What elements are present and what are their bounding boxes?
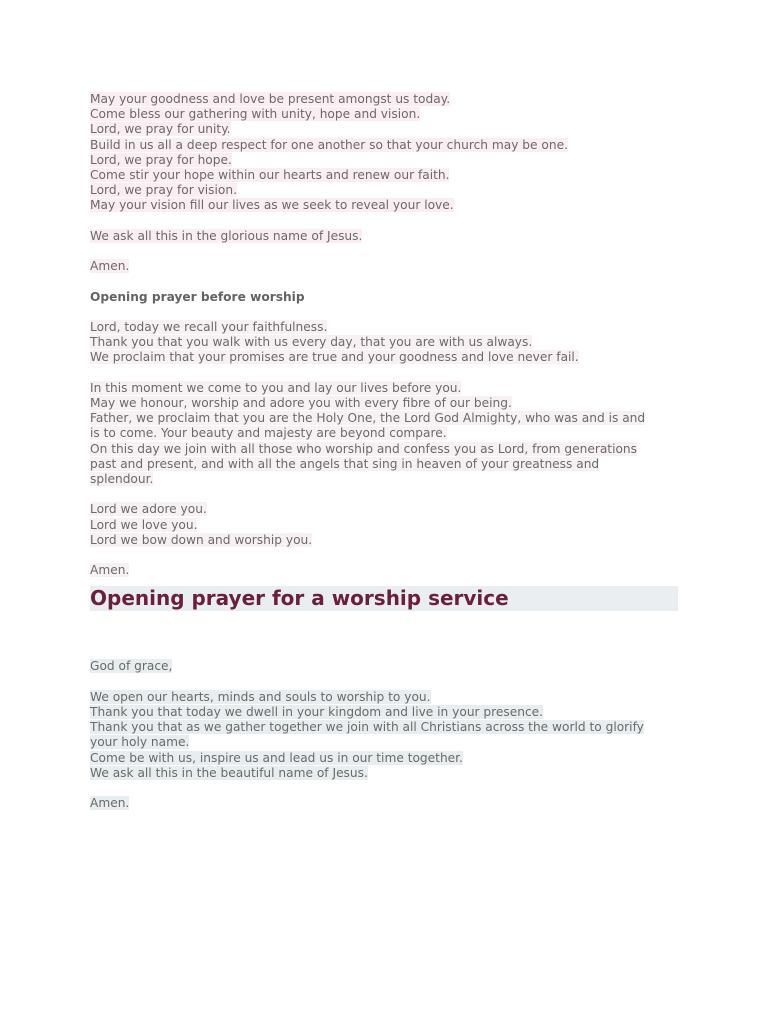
closing-line: We ask all this in the glorious name of Jesus. xyxy=(90,228,363,243)
text-line: We proclaim that your promises are true and your goodness and love never fail. xyxy=(90,350,579,365)
text-line: is to come. Your beauty and majesty are beyond compare. xyxy=(90,426,447,441)
text-line: Lord, we pray for unity. xyxy=(90,122,231,137)
text-line: We ask all this in the beautiful name of Jesus. xyxy=(90,765,368,780)
text-line: Lord we adore you. xyxy=(90,502,207,517)
text-line: Father, we proclaim that you are the Holy One, the Lord God Almighty, who was and is and xyxy=(90,411,646,426)
text-line: Thank you that you walk with us every day, that you are with us always. xyxy=(90,335,533,350)
amen-text: Amen. xyxy=(90,563,130,578)
text-line: Build in us all a deep respect for one another so that your church may be one. xyxy=(90,137,568,152)
text-line: splendour. xyxy=(90,472,154,486)
text-line: your holy name. xyxy=(90,735,190,750)
section-heading: Opening prayer for a worship service xyxy=(90,586,678,611)
text-line: May we honour, worship and adore you with every fibre of our being. xyxy=(90,395,512,410)
text-line: Thank you that today we dwell in your kingdom and live in your presence. xyxy=(90,704,544,719)
amen-text: Amen. xyxy=(90,259,130,274)
text-line: Thank you that as we gather together we join with all Christians across the world to glorify xyxy=(90,720,644,735)
text-line: Lord, we pray for hope. xyxy=(90,152,232,167)
text-line: past and present, and with all the angels that sing in heaven of your greatness and xyxy=(90,456,600,471)
worship-service-prayer xyxy=(90,659,678,811)
greeting-line: God of grace, xyxy=(90,659,173,674)
before-worship-prayer xyxy=(90,320,678,578)
text-line: Lord, today we recall your faithfulness. xyxy=(90,319,328,334)
section-title: Opening prayer before worship xyxy=(90,289,305,304)
text-line: May your goodness and love be present amongst us today. xyxy=(90,92,451,106)
amen-text: Amen. xyxy=(90,796,130,811)
text-line: On this day we join with all those who worship and confess you as Lord, from generations xyxy=(90,441,638,456)
text-line: Lord we love you. xyxy=(90,517,198,532)
text-line: Come bless our gathering with unity, hope and vision. xyxy=(90,107,421,122)
text-line: We open our hearts, minds and souls to worship to you. xyxy=(90,689,431,704)
document-page xyxy=(90,92,678,811)
text-line: Lord, we pray for vision. xyxy=(90,183,237,198)
intro-prayer xyxy=(90,92,678,274)
text-line: May your vision fill our lives as we seek to reveal your love. xyxy=(90,198,454,213)
text-line: Come be with us, inspire us and lead us in our time together. xyxy=(90,750,463,765)
text-line: In this moment we come to you and lay our lives before you. xyxy=(90,380,462,395)
text-line: Lord we bow down and worship you. xyxy=(90,532,313,547)
text-line: Come stir your hope within our hearts and renew our faith. xyxy=(90,168,450,183)
